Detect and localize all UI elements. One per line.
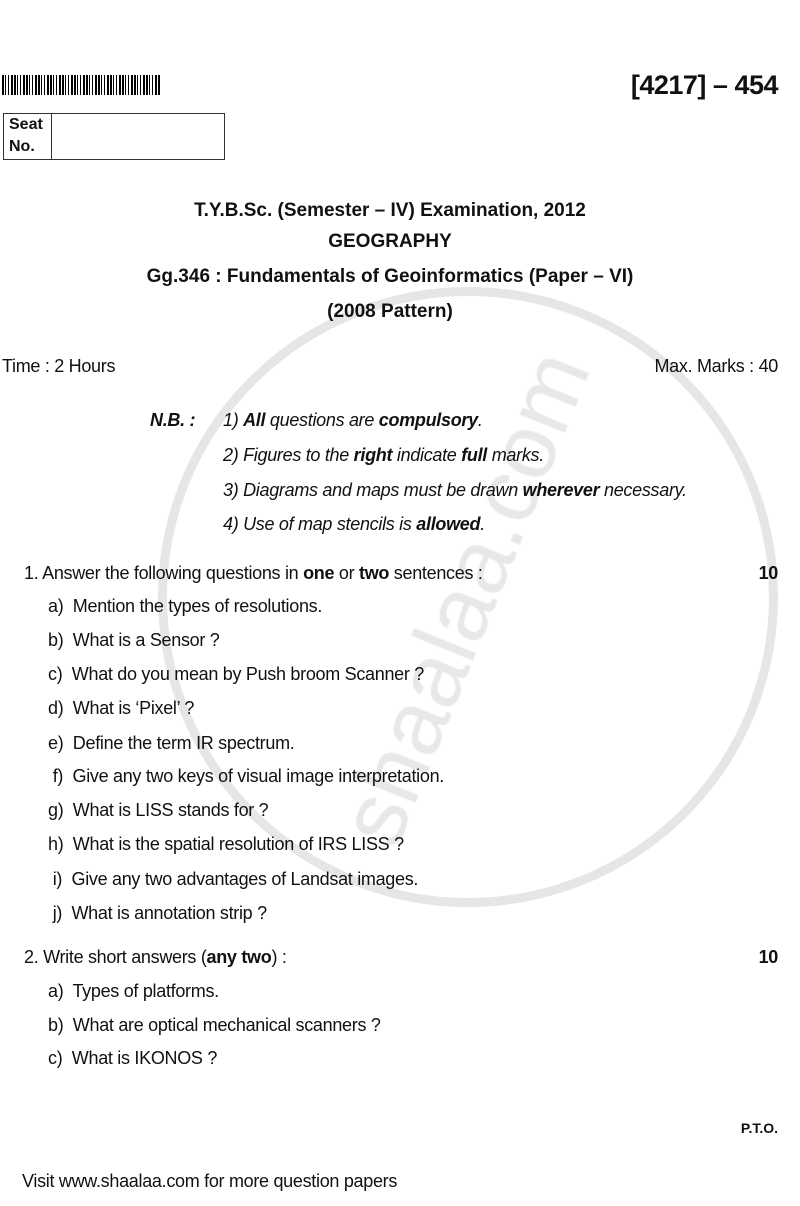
text-segment: ) : [271, 947, 287, 967]
question-item: i) Give any two advantages of Landsat images. [48, 869, 419, 889]
question-item: g) What is LISS stands for ? [48, 800, 269, 820]
text-segment: 4) Use of map stencils is [223, 514, 417, 534]
exam-title: T.Y.B.Sc. (Semester – IV) Examination, 2012 [194, 200, 586, 221]
nb-instruction [223, 479, 687, 501]
emphasis-text: two [359, 563, 390, 583]
emphasis-text: right [353, 445, 393, 465]
question-item: c) What do you mean by Push broom Scanner ? [48, 664, 424, 684]
text-segment: sentences : [389, 563, 483, 583]
nb-instruction [223, 409, 483, 431]
question-item: b) What are optical mechanical scanners ? [48, 1015, 381, 1035]
question-marks: 10 [758, 947, 778, 967]
seat-label-line2: No. [9, 138, 35, 155]
question-item: j) What is annotation strip ? [48, 903, 267, 923]
question-item: c) What is IKONOS ? [48, 1048, 218, 1068]
text-segment: or [334, 563, 359, 583]
emphasis-text: any two [206, 947, 272, 967]
text-segment: . [477, 410, 483, 430]
question-item: a) Mention the types of resolutions. [48, 596, 323, 616]
text-segment: necessary. [599, 480, 687, 500]
text-segment: 2) Figures to the [223, 445, 354, 465]
emphasis-text: full [461, 445, 488, 465]
question-marks: 10 [758, 563, 778, 583]
emphasis-text: allowed [416, 514, 481, 534]
text-segment: marks. [487, 445, 544, 465]
question-item: f) Give any two keys of visual image interpretation. [48, 766, 444, 786]
text-segment: . [480, 514, 485, 534]
question-item: h) What is the spatial resolution of IRS LISS ? [48, 834, 404, 854]
text-segment: 1) [223, 410, 244, 430]
emphasis-text: wherever [522, 480, 600, 500]
text-segment: questions are [265, 410, 379, 430]
question-heading [24, 562, 483, 584]
barcode [2, 75, 160, 95]
seat-label [4, 114, 52, 159]
paper-code: [4217] – 454 [630, 70, 778, 100]
question-item: b) What is a Sensor ? [48, 630, 220, 650]
nb-instruction [223, 444, 544, 466]
seat-label-line1: Seat [9, 116, 43, 133]
text-segment: indicate [392, 445, 462, 465]
text-segment: 3) Diagrams and maps must be drawn [223, 480, 523, 500]
pto-label: P.T.O. [740, 1120, 778, 1136]
question-item: a) Types of platforms. [48, 981, 219, 1001]
time-label: Time : 2 Hours [2, 356, 116, 376]
emphasis-text: All [243, 410, 266, 430]
footer-text: Visit www.shaalaa.com for more question papers [22, 1171, 398, 1191]
pattern-title: (2008 Pattern) [327, 301, 453, 322]
max-marks-label: Max. Marks : 40 [654, 356, 778, 376]
text-segment: 1. Answer the following questions in [24, 563, 304, 583]
subject-title: GEOGRAPHY [328, 231, 452, 252]
question-heading [24, 946, 287, 968]
text-segment: 2. Write short answers ( [24, 947, 207, 967]
nb-instruction [223, 513, 485, 535]
question-item: d) What is ‘Pixel’ ? [48, 698, 195, 718]
nb-label: N.B. : [150, 410, 196, 430]
emphasis-text: compulsory [378, 410, 478, 430]
paper-title: Gg.346 : Fundamentals of Geoinformatics (Paper – VI) [146, 266, 634, 287]
seat-number-box[interactable] [3, 113, 225, 160]
emphasis-text: one [303, 563, 335, 583]
question-item: e) Define the term IR spectrum. [48, 733, 295, 753]
